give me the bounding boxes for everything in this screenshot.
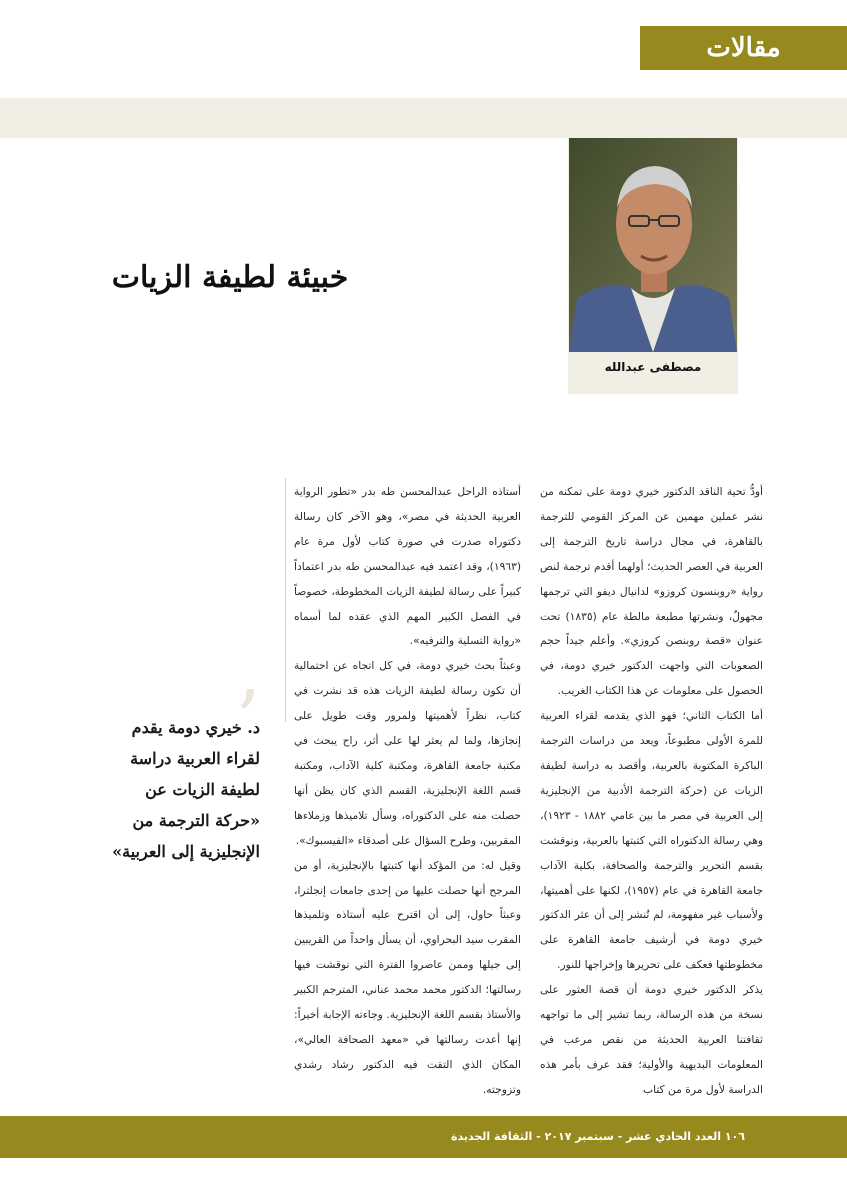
column-divider [285,478,286,722]
section-label: مقالات [640,26,847,70]
author-name: مصطفى عبدالله [604,360,702,374]
paragraph: وعبثاً بحث خيري دومة، في كل اتجاه عن احتمالية أن تكون رسالة لطيفة الزيات هذه قد نشرت في كتاب، نظراً لأهميتها ولمرور وقت طويل على إنجازها، ولما لم يعثر لها على أثر، راح يبحث في مكتبة جامعة القاهرة، ومكتبة كلية الآداب، ومكتبة قسم اللغة الإنجليزية، القسم الذي كان يظن أنها حصلت منه على الدكتوراه، وسأل تلاميذها وزملاءها المقربين، وطرح السؤال على أصدقاء «الفيسبوك». [294,659,521,847]
article-title: خبيئة لطيفة الزيات [111,260,349,296]
footer-bar [0,1116,847,1158]
pull-quote: د. خيري دومة يقدم لقراء العربية دراسة لطيفة الزيات عن «حركة الترجمة من الإنجليزية إلى العربية» [112,718,260,861]
quote-mark-decoration: ’ [235,673,261,766]
paragraph: وقيل له: من المؤكد أنها كتبتها بالإنجليزية، أو من المرجح أنها حصلت عليها من إحدى جامعات إنجلترا، وعبثاً حاول، إلى أن اقترح عليه أستاذه وتلميذها المقرب سيد البحراوي، أن يسأل واحداً من القريبين إلى جيلها وممن عاصروا الفترة التي نوقشت فيها رسالتها؛ الدكتور محمد محمد عناني، المترجم الكبير والأستاذ بقسم اللغة الإنجليزية. وجاءته الإجابة أخيراً: إنها أعدت رسالتها في «معهد الصحافة العالي»، المكان الذي التقت فيه الدكتور رشاد رشدي وتزوجته. [294,858,521,1096]
paragraph: أودُّ تحية الناقد الدكتور خيري دومة على تمكنه من نشر عملين مهمين عن المركز القومي للترجمة بالقاهرة، في مجال دراسة تاريخ الترجمة إلى العربية في العصر الحديث؛ أولهما أقدم ترجمة لنص رواية «روبنسون كروزو» لدانيال ديفو التي ترجمها مجهولٌ، ونشرتها مطبعة مالطة عام (١٨٣٥) تحت عنوان «قصة روبنصن كروزي». وأعلم جيداً حجم الصعوبات التي واجهت الدكتور خيري دومة، في الحصول على معلومات عن هذا الكتاب الغريب. [540,485,763,698]
paragraph: أستاذه الراحل عبدالمحسن طه بدر «تطور الرواية العربية الحديثة في مصر»، وهو الآخر كان رسالة دكتوراه صدرت في صورة كتاب لأول مرة عام (١٩٦٣)، وقد اعتمد فيه عبدالمحسن طه بدر اعتماداً كبيراً على رسالة لطيفة الزيات المخطوطة، خصوصاً في الفصل الكبير المهم الذي عقده لما أسماه «رواية التسلية والترفيه». [294,485,521,648]
paragraph: يذكر الدكتور خيري دومة أن قصة العثور على نسخة من هذه الرسالة، ربما تشير إلى ما تواجهه ثقافتنا العربية الحديثة من نقص مرعب في المعلومات البديهية والأولية؛ فقد عرف بأمر هذه الدراسة لأول مرة من كتاب [540,983,763,1096]
paragraph: أما الكتاب الثاني؛ فهو الذي يقدمه لقراء العربية للمرة الأولى مطبوعاً، ويعد من دراسات الترجمة الباكرة المكتوبة بالعربية، وأقصد به دراسة لطيفة الزيات عن (حركة الترجمة الأدبية من الإنجليزية إلى العربية في مصر ما بين عامي ١٨٨٢ - ١٩٢٣)، وهي رسالة الدكتوراه التي كتبتها بالعربية، ونوقشت بقسم التحرير والترجمة والصحافة، بكلية الآداب جامعة القاهرة في عام (١٩٥٧)، لكنها على أهميتها، ولأسباب غير مفهومة، لم تُنشر إلى أن عثر الدكتور خيري دومة في أرشيف جامعة القاهرة على مخطوطتها فعكف على تحريرها وإخراجها للنور. [540,709,763,972]
author-photo [569,138,737,352]
page-number: ١٠٦ [724,1130,745,1143]
body-column-left [294,480,521,1103]
footer-text [451,1130,745,1143]
magazine-name: الثقافة الجديدة [451,1130,533,1143]
header-band [0,98,847,138]
issue-info: العدد الحادي عشر - سبتمبر ٢٠١٧ - [536,1130,721,1143]
body-column-right [540,480,763,1103]
